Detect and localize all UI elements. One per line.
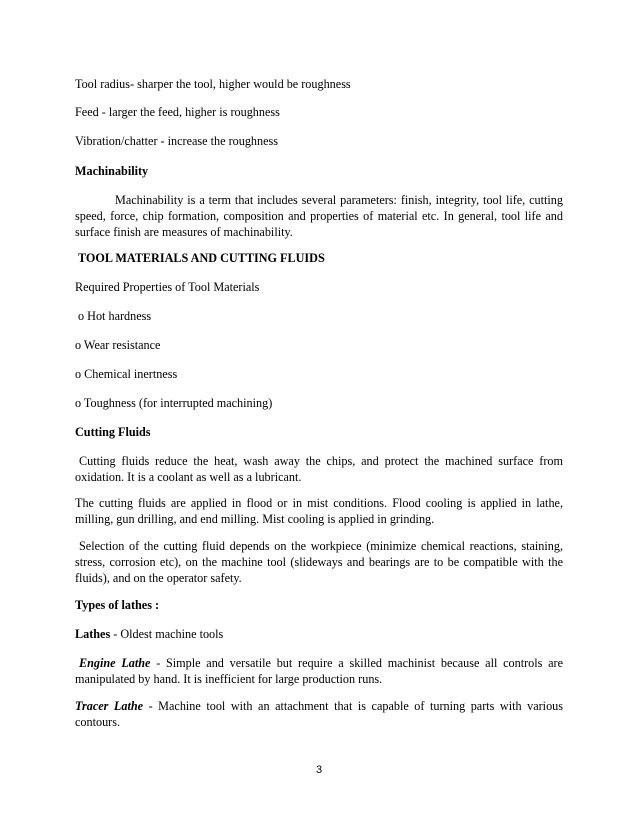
paragraph-cutting-fluids-1: Cutting fluids reduce the heat, wash away the chips, and protect the machined surface from oxidation. It is a coolant as well as a lubricant. [75,454,563,484]
text-engine-lathe: - Simple and versatile but require a skilled machinist because all controls are manipulated by hand. It is inefficient for large production runs. [75,656,564,686]
list-item-chemical-inertness: o Chemical inertness [75,367,178,381]
paragraph-cutting-fluids-3: Selection of the cutting fluid depends on the workpiece (minimize chemical reactions, staining, stress, corrosion etc), on the machine tool (slideways and bearings are to be compatible with the fluids), and on the operator safety. [75,539,563,585]
page-number: 3 [315,764,323,776]
text-tracer-lathe: - Machine tool with an attachment that is capable of turning parts with various contours. [75,699,563,729]
line-tool-radius: Tool radius- sharper the tool, higher would be roughness [75,77,351,91]
paragraph-machinability: Machinability is a term that includes several parameters: finish, integrity, tool life, cutting speed, force, chip formation, composition and properties of material etc. In general, tool life and surface finish are measures of machinability. [75,193,563,239]
paragraph-cutting-fluids-2: The cutting fluids are applied in flood or in mist conditions. Flood cooling is applied in lathe, milling, gun drilling, and end milling. Mist cooling is applied in grinding. [75,496,563,526]
list-item-toughness: o Toughness (for interrupted machining) [75,396,273,410]
list-item-hot-hardness: o Hot hardness [78,309,152,323]
paragraph-engine-lathe [75,655,563,687]
paragraph-tracer-lathe [75,698,563,730]
term-engine-lathe: Engine Lathe [79,656,151,670]
heading-tool-materials: TOOL MATERIALS AND CUTTING FLUIDS [78,251,325,265]
subheading-required-properties: Required Properties of Tool Materials [75,280,260,294]
line-feed: Feed - larger the feed, higher is roughness [75,105,280,119]
line-vibration: Vibration/chatter - increase the roughness [75,134,278,148]
list-item-wear-resistance: o Wear resistance [75,338,161,352]
term-tracer-lathe: Tracer Lathe [75,699,144,713]
paragraph-lathes [75,626,563,642]
heading-types-of-lathes: Types of lathes : [75,598,160,612]
heading-machinability: Machinability [75,164,149,178]
text-lathes: - Oldest machine tools [110,627,224,641]
term-lathes: Lathes [75,627,111,641]
heading-cutting-fluids: Cutting Fluids [75,425,151,439]
